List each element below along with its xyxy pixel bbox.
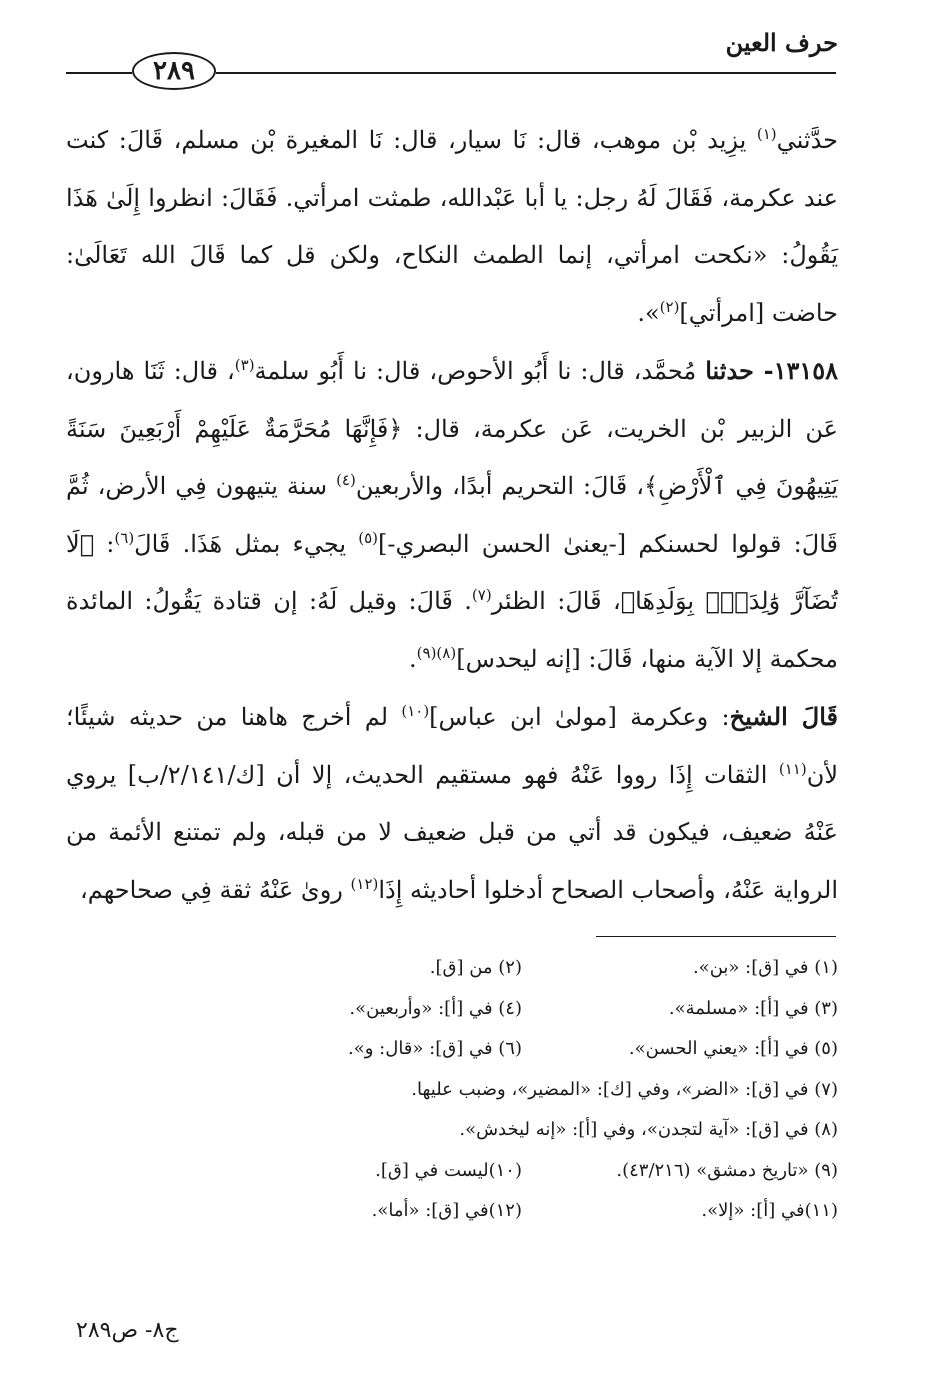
p2-text-6: . قَالَ: وقيل لَهُ: إن قتادة يَقُولُ: المائدة محكمة إلا الآية منها، قَالَ: [إنه ليحدس] xyxy=(66,587,838,673)
footnote-8: (٨) في [ق]: «آية لتجدن»، وفي [أ]: «إنه ليخدش». xyxy=(459,1119,838,1140)
footnote-marker-6: (٦) xyxy=(114,528,135,547)
paragraph-3 xyxy=(66,688,838,919)
footnote-2: (٢) من [ق]. xyxy=(429,957,522,978)
footnote-marker-2: (٢) xyxy=(659,297,680,316)
hadith-number: ١٣١٥٨- حدثنا xyxy=(705,356,839,385)
paragraph-1 xyxy=(66,112,838,342)
p2-text-5: : ﴿لَا تُضَآرَّ وَٰلِدَةٌۢ بِوَلَدِهَا﴾، قَالَ: الظئر xyxy=(66,529,838,615)
p3-text-2: لم أخرج هاهنا من حديثه شيئًا؛ لأن xyxy=(66,703,839,789)
volume-page-reference: ج٨- ص٢٨٩ xyxy=(76,1318,179,1343)
p2-text-4: يجيء بمثل هَذَا. قَالَ xyxy=(134,529,359,558)
main-text xyxy=(66,112,838,919)
footnote-4: (٤) في [أ]: «وأربعين». xyxy=(349,997,522,1019)
footnote-marker-10: (١٠) xyxy=(401,702,430,720)
footnote-1: (١) في [ق]: «بن». xyxy=(692,957,838,978)
footnote-7: (٧) في [ق]: «الضر»، وفي [ك]: «المضير»، وضبب عليها. xyxy=(411,1078,838,1100)
footnote-5: (٥) في [أ]: «يعني الحسن». xyxy=(628,1038,838,1059)
p2-text-3: سنة يتيهون فِي الأرض، ثُمَّ قَالَ: قولوا لحسنكم [-يعنىٰ الحسن البصري-] xyxy=(66,472,838,558)
footnote-6: (٦) في [ق]: «قال: و». xyxy=(348,1038,522,1059)
footnote-marker-5: (٥) xyxy=(358,528,379,547)
footnote-row xyxy=(66,1191,838,1232)
p1-text-3: ». xyxy=(637,298,660,327)
footnote-row xyxy=(66,1029,838,1070)
p2-text-7: . xyxy=(409,644,417,673)
footnote-marker-8-9: (٨)(٩) xyxy=(416,643,457,662)
p3-text-3: الثقات إِذَا رووا عَنْهُ فهو مستقيم الحديث، إلا أن [ك/٢/١٤١/ب] يروي عَنْهُ ضعيف، فيكون قد أتي من قبل ضعيف لا من قبله، ولم تمتنع الأئمة من الرواية عَنْهُ، وأصحاب الصحاح أدخلوا أحاديثه إِذَا xyxy=(66,760,838,904)
section-title: حرف العين xyxy=(725,28,838,57)
footnote-12: (١٢)في [ق]: «أما». xyxy=(371,1200,522,1221)
footnote-marker-11: (١١) xyxy=(778,759,807,778)
footnote-marker-3: (٣) xyxy=(234,356,255,374)
footnote-row xyxy=(66,989,838,1030)
footnote-10: (١٠)ليست في [ق]. xyxy=(375,1159,522,1181)
footnote-row xyxy=(66,948,838,989)
footnote-3: (٣) في [أ]: «مسلمة». xyxy=(668,997,838,1019)
header-rule-right xyxy=(216,72,836,74)
p1-text-2: يزِيد بْن موهب، قال: نَا سيار، قال: نَا المغيرة بْن مسلم، قَالَ: كنت عند عكرمة، فَقَالَ لَهُ رجل: يا أبا عَبْدالله، طمثت امرأتي. فَقَالَ: انظروا إِلَىٰ هَذَا يَقُولُ: «نكحت امرأتي، إنما الطمث النكاح، ولكن قل كما قَالَ الله تَعَالَىٰ: حاضت [امرأتي] xyxy=(66,126,839,327)
page-number: ٢٨٩ xyxy=(132,52,216,90)
p2-text-2: ، قال: ثَنَا هارون، عَن الزبير بْن الخريت، عَن عكرمة، قال: ﴿فَإِنَّهَا مُحَرَّمَةٌ عَلَيْهِمْ أَرْبَعِينَ سَنَةً يَتِيهُونَ فِي ٱلْأَرْضِ﴾، قَالَ: التحريم أبدًا، والأربعين xyxy=(66,357,839,500)
p1-text-1: حدَّثني xyxy=(776,126,839,154)
footnote-11: (١١)في [أ]: «إلا». xyxy=(701,1200,838,1221)
footnote-9: (٩) «تاريخ دمشق» (٤٣/٢١٦). xyxy=(616,1159,838,1181)
p3-text-1: : وعكرمة [مولىٰ ابن عباس] xyxy=(429,703,730,731)
footnote-marker-12: (١٢) xyxy=(350,874,379,893)
shaykh-label: قَالَ الشيخ xyxy=(729,702,839,731)
p2-text-1: مُحمَّد، قال: نا أَبُو الأحوص، قال: نا أَبُو سلمة xyxy=(254,357,706,385)
footnote-marker-4: (٤) xyxy=(336,471,356,489)
footnote-row xyxy=(66,1151,838,1192)
footnotes xyxy=(66,948,838,1232)
footnote-marker-1: (١) xyxy=(756,125,777,143)
paragraph-2 xyxy=(66,342,838,688)
header-rule-left xyxy=(66,72,132,74)
footnote-separator xyxy=(596,936,836,937)
footnote-marker-7: (٧) xyxy=(471,586,492,604)
p3-text-4: روىٰ عَنْهُ ثقة فِي صحاحهم، xyxy=(80,875,351,904)
